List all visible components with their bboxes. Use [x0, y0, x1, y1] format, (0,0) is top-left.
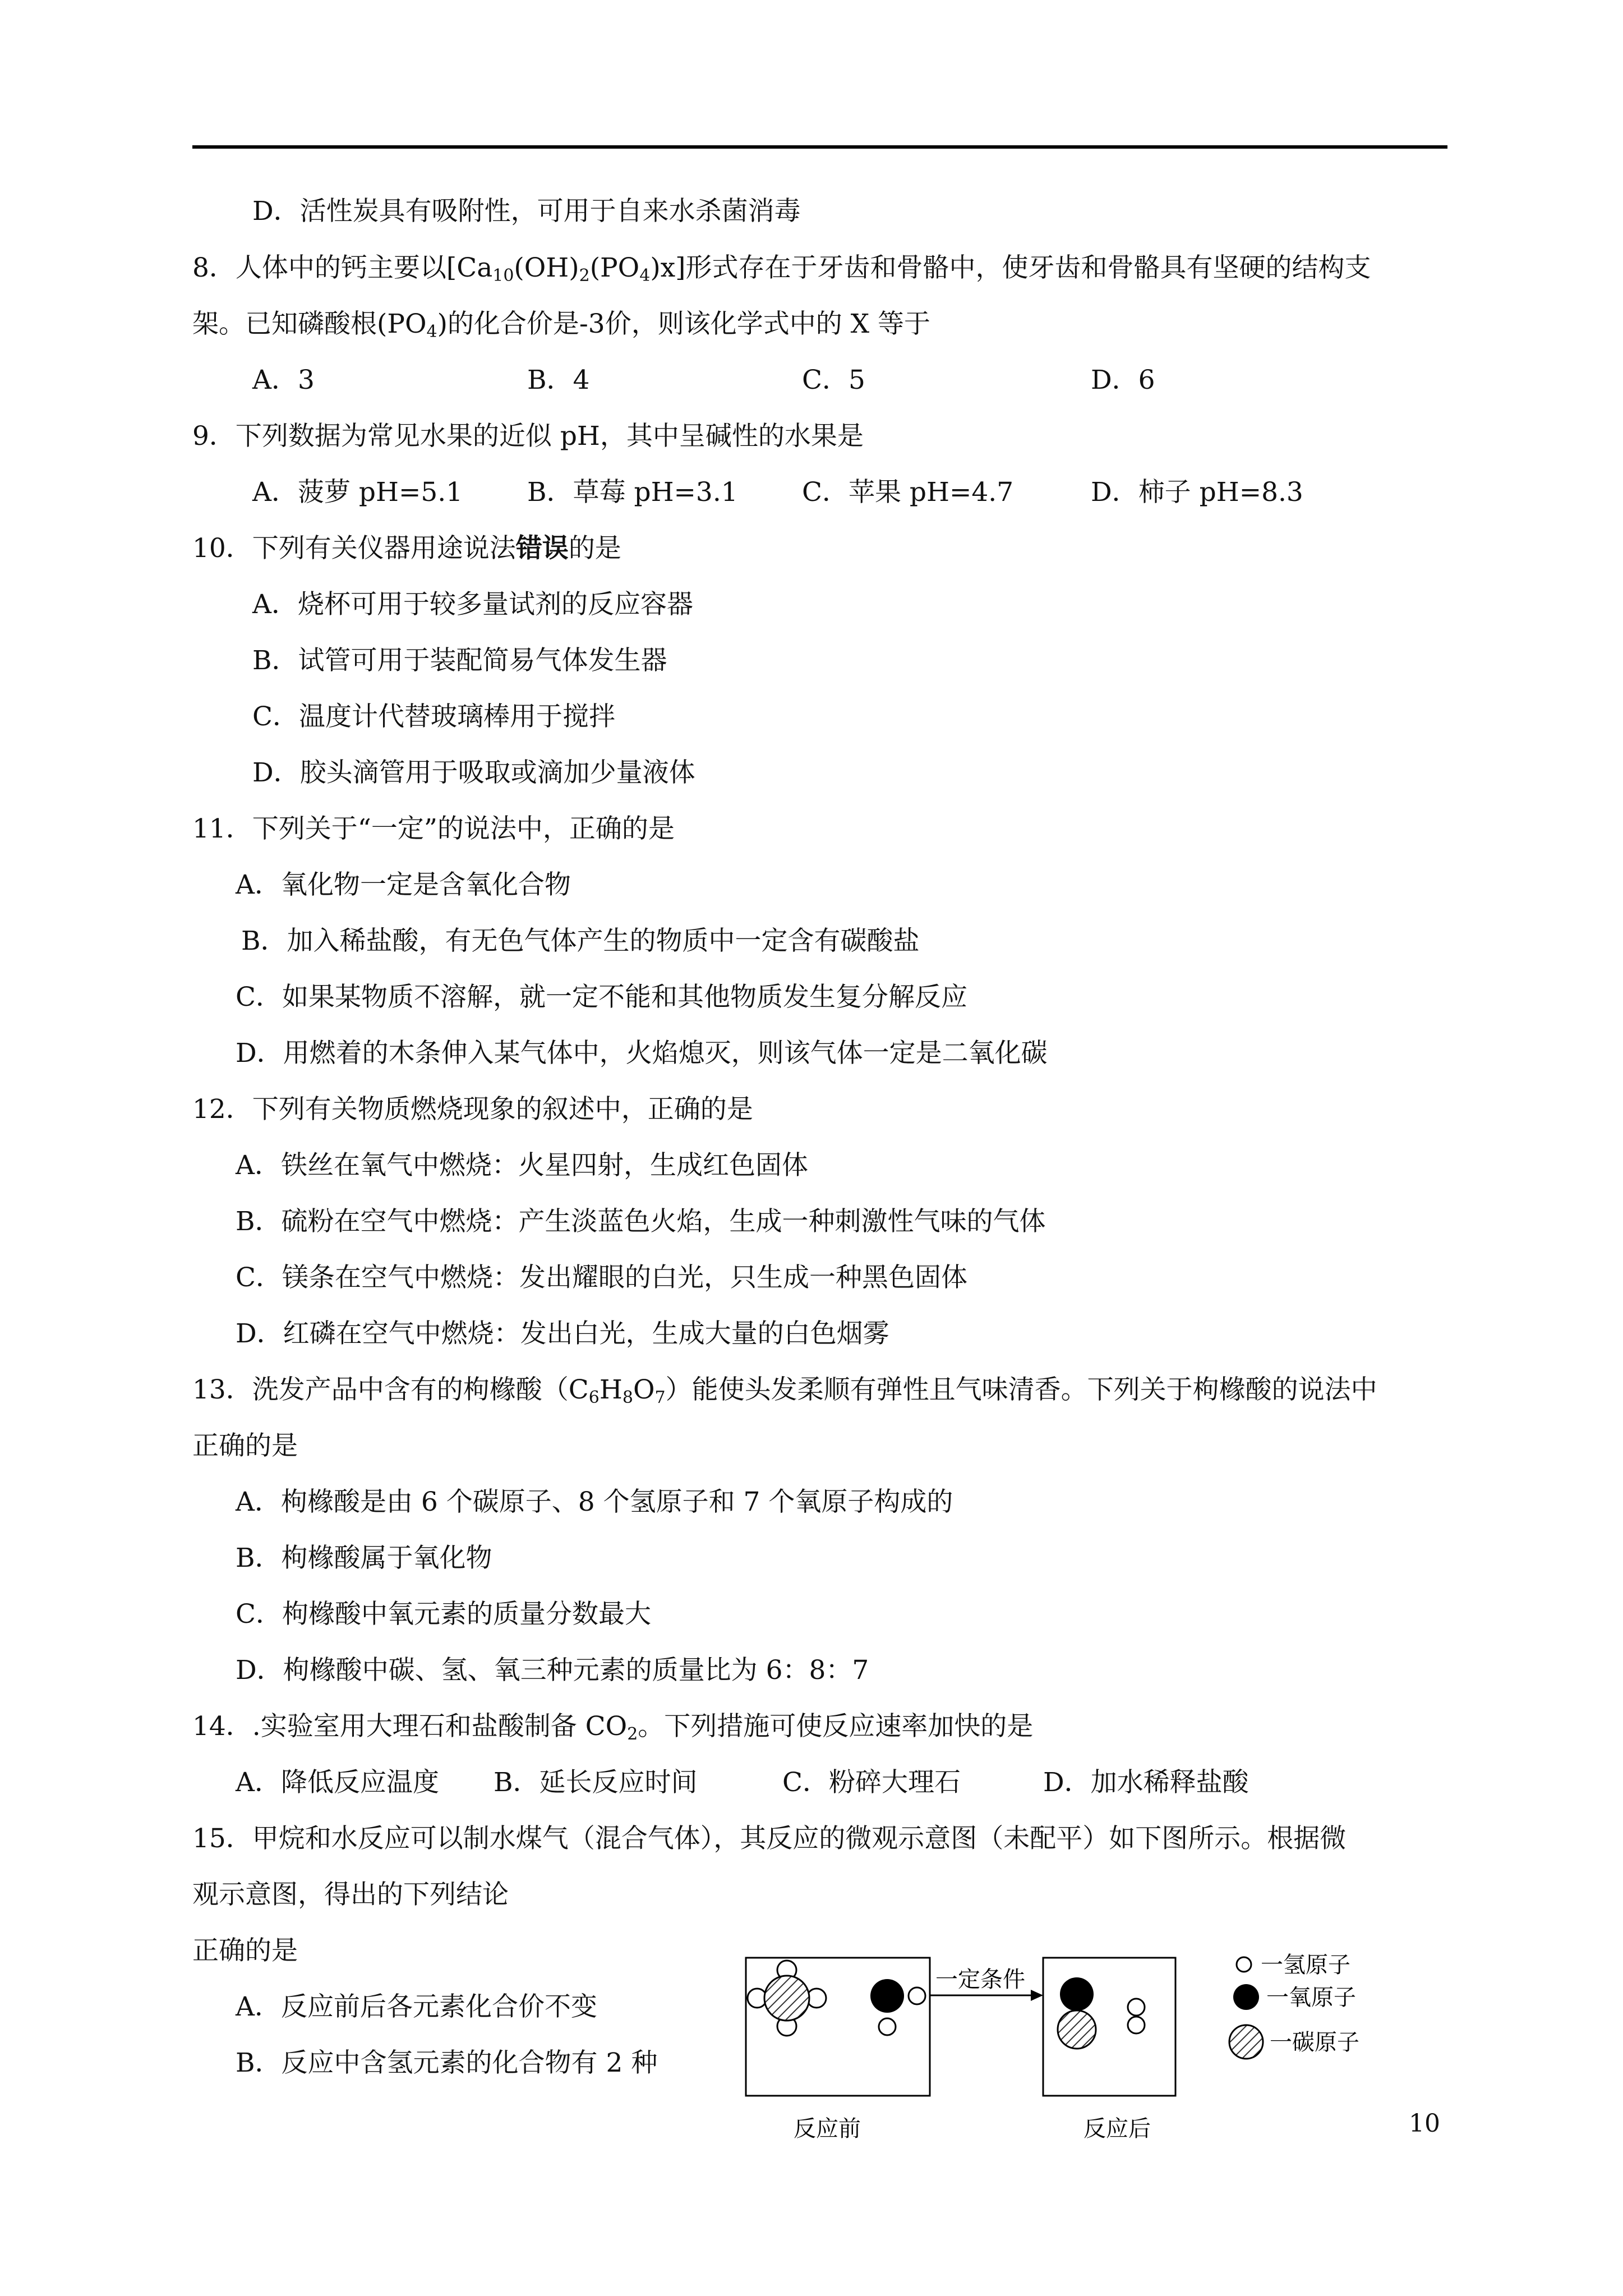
legend-oxygen-icon: [1233, 1984, 1259, 2010]
after-label: 反应后: [1083, 2116, 1151, 2142]
q9-option-c: C．苹果 pH=4.7: [802, 477, 1014, 508]
page-number: 10: [1409, 2109, 1440, 2138]
q10-option-d: D．胶头滴管用于吸取或滴加少量液体: [252, 757, 695, 788]
arrow-head: [1031, 1990, 1043, 2001]
oxygen-atom: [870, 1979, 904, 2013]
q7-option-d: D．活性炭具有吸附性，可用于自来水杀菌消毒: [252, 196, 801, 227]
q13-stem-line2: 正确的是: [192, 1430, 298, 1461]
hydrogen-atom: [879, 2018, 896, 2035]
q10-stem: 10．下列有关仪器用途说法错误的是: [192, 533, 621, 564]
q9-option-b: B．草莓 pH=3.1: [527, 477, 738, 508]
q8-stem-line1: 8．人体中的钙主要以$[Ca_{10}(OH)_2(PO_4)x]$形式存在于牙齿和骨骼中，使牙齿和骨骼具有坚硬的结构支: [192, 252, 1371, 286]
q11-option-b: B．加入稀盐酸，有无色气体产生的物质中一定含有碳酸盐: [241, 926, 920, 956]
oxygen-atom: [1060, 1977, 1094, 2011]
q14-stem: 14．.实验室用大理石和盐酸制备 $CO_2$。下列措施可使反应速率加快的是: [192, 1711, 1034, 1744]
legend-oxygen-label: 一氧原子: [1266, 1985, 1356, 2010]
q8-stem-line2: 架。已知磷酸根$(PO_4)$的化合价是-3价，则该化学式中的 X 等于: [192, 309, 931, 342]
q10-option-c: C．温度计代替玻璃棒用于搅拌: [252, 701, 615, 732]
q14-option-a: A．降低反应温度: [236, 1767, 439, 1798]
q8-option-d: D．6: [1091, 365, 1155, 395]
legend-hydrogen-icon: [1237, 1957, 1251, 1972]
q13-option-c: C．枸橼酸中氧元素的质量分数最大: [236, 1599, 651, 1630]
carbon-atom: [764, 1976, 809, 2021]
q15-option-b: B．反应中含氢元素的化合物有 2 种: [236, 2047, 658, 2078]
q9-stem: 9．下列数据为常见水果的近似 pH，其中呈碱性的水果是: [192, 421, 864, 452]
q9-option-a: A．菠萝 pH=5.1: [252, 477, 463, 508]
q9-option-d: D．柿子 pH=8.3: [1091, 477, 1303, 508]
q10-option-a: A．烧杯可用于较多量试剂的反应容器: [252, 589, 693, 620]
before-label: 反应前: [794, 2116, 861, 2142]
q8-options: [0, 364, 1623, 397]
q14-option-d: D．加水稀释盐酸: [1043, 1767, 1249, 1798]
q13-option-b: B．枸橼酸属于氧化物: [236, 1543, 492, 1573]
q14-option-c: C．粉碎大理石: [782, 1767, 961, 1798]
legend-carbon-label: 一碳原子: [1270, 2030, 1359, 2055]
header-rule: [192, 145, 1447, 149]
q13-option-a: A．枸橼酸是由 6 个碳原子、8 个氢原子和 7 个氧原子构成的: [236, 1487, 953, 1517]
q14-options: [0, 1766, 1623, 1800]
q8-option-b: B．4: [527, 365, 590, 395]
q12-option-a: A．铁丝在氧气中燃烧：火星四射，生成红色固体: [236, 1150, 808, 1181]
q15-stem-line2: 观示意图，得出的下列结论: [192, 1879, 509, 1910]
hydrogen-atom: [1128, 2017, 1145, 2033]
legend-hydrogen-label: 一氢原子: [1261, 1952, 1350, 1978]
reaction-diagram: [740, 1941, 1413, 2143]
q15-stem-line3: 正确的是: [192, 1935, 298, 1966]
q13-option-d: D．枸橼酸中碳、氢、氧三种元素的质量比为 6：8：7: [236, 1655, 869, 1686]
q8-option-c: C．5: [802, 365, 865, 395]
q15-option-a: A．反应前后各元素化合价不变: [236, 1991, 597, 2022]
q12-option-c: C．镁条在空气中燃烧：发出耀眼的白光，只生成一种黑色固体: [236, 1262, 967, 1293]
q12-stem: 12．下列有关物质燃烧现象的叙述中，正确的是: [192, 1094, 753, 1125]
q11-option-c: C．如果某物质不溶解，就一定不能和其他物质发生复分解反应: [236, 982, 967, 1013]
q9-options: [0, 476, 1623, 509]
q12-option-b: B．硫粉在空气中燃烧：产生淡蓝色火焰，生成一种刺激性气味的气体: [236, 1206, 1046, 1237]
q13-stem-line1: 13．洗发产品中含有的枸橼酸$(C_6H_8O_7)$能使头发柔顺有弹性且气味清香。下列关于枸橼酸的说法中: [192, 1374, 1377, 1407]
q14-option-b: B．延长反应时间: [494, 1767, 698, 1798]
arrow-label: 一定条件: [935, 1967, 1025, 1993]
before-box: [746, 1958, 930, 2096]
q10-option-b: B．试管可用于装配简易气体发生器: [252, 645, 667, 676]
q12-option-d: D．红磷在空气中燃烧：发出白光，生成大量的白色烟雾: [236, 1318, 889, 1349]
q8-option-a: A．3: [252, 365, 315, 395]
q15-stem-line1: 15．甲烷和水反应可以制水煤气（混合气体），其反应的微观示意图（未配平）如下图所示。根据微: [192, 1823, 1347, 1854]
hydrogen-atom: [1128, 1999, 1145, 2016]
q11-option-a: A．氧化物一定是含氧化合物: [236, 869, 571, 900]
q11-option-d: D．用燃着的木条伸入某气体中，火焰熄灭，则该气体一定是二氧化碳: [236, 1038, 1048, 1069]
q11-stem: 11．下列关于“一定”的说法中，正确的是: [192, 813, 675, 844]
hydrogen-atom: [909, 1987, 925, 2004]
legend-carbon-icon: [1229, 2025, 1263, 2059]
carbon-atom: [1058, 2010, 1096, 2049]
